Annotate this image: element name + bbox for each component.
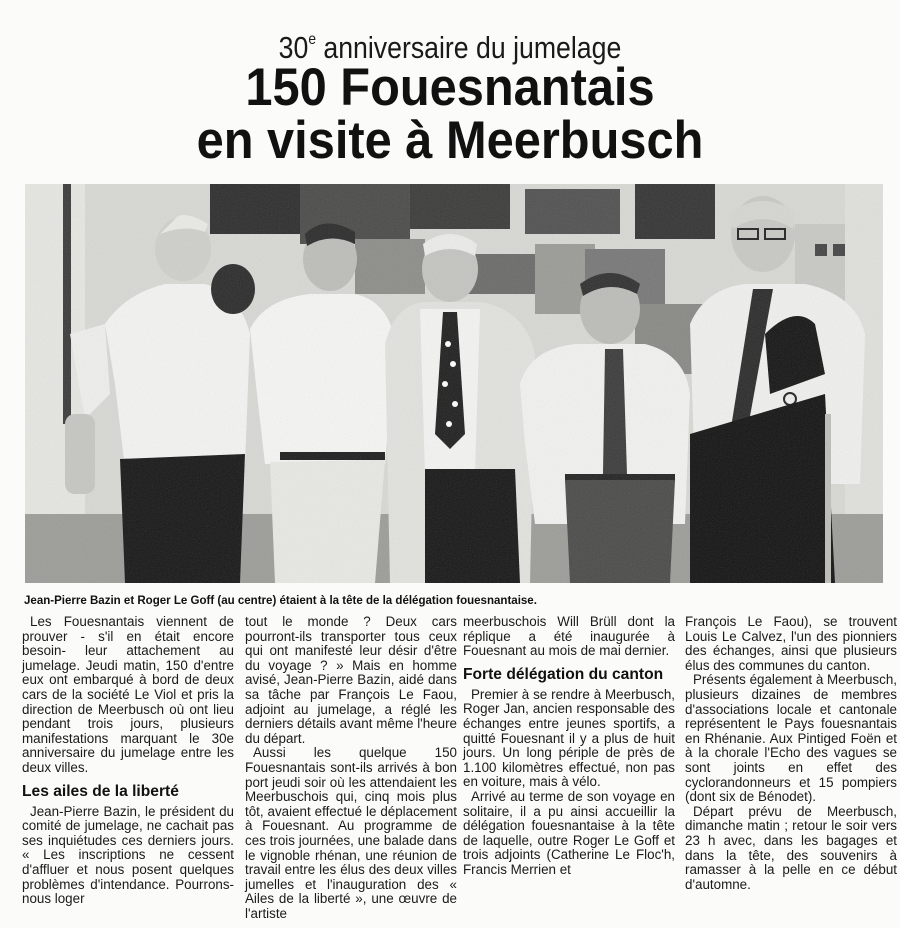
paragraph: meerbuschois Will Brüll dont la réplique a été inaugurée à Fouesnant au mois de mai dernier. — [463, 614, 675, 659]
photo-image-icon — [25, 184, 883, 583]
article-column-3 — [463, 615, 675, 878]
paragraph: Présents également à Meerbusch, plusieurs dizaines de membres d'associations locale et cantonale représentent le Pays fouesnantais en Rhénanie. Aux Pintiged Foën et à la chorale l'Echo des vagues se sont joints en effet des cyclorandonneurs et 15 pompiers (dont six de Bénodet). — [685, 672, 897, 805]
kicker-ordinal: e — [308, 31, 317, 48]
article-photo — [25, 184, 883, 583]
subheading: Les ailes de la liberté — [22, 782, 179, 800]
paragraph: Les Fouesnantais viennent de prouver - s'il en était encore besoin- leur attachement au jumelage. Jeudi matin, 150 d'entre eux ont embarqué à bord de deux cars de la société Le Viol et pris la direction de Meerbusch où ont lieu pendant trois jours, plusieurs manifestations marquant le 30e anniversaire du jumelage entre les deux villes. — [22, 614, 234, 775]
subheading: Forte délégation du canton — [463, 665, 664, 683]
kicker-text: anniversaire du jumelage — [316, 30, 622, 65]
paragraph: Jean-Pierre Bazin, le président du comité de jumelage, ne cachait pas ses inquiétudes ces derniers jours. « Les inscriptions ne cessent d'affluer et nous posent quelques problèmes d'intendance. Pourrons-nous loger — [22, 803, 234, 907]
article-column-2 — [245, 615, 457, 921]
paragraph: tout le monde ? Deux cars pourront-ils transporter tous ceux qui ont manifesté leur désir d'être du voyage ? » Mais en homme avisé, Jean-Pierre Bazin, aidé dans sa tâche par François Le Faou, adjoint au jumelage, a réglé les derniers détails avant même l'heure du départ. — [245, 614, 457, 746]
photo-caption: Jean-Pierre Bazin et Roger Le Goff (au centre) étaient à la tête de la délégation fouesnantaise. — [24, 593, 537, 607]
article-column-1 — [22, 615, 234, 907]
paragraph: Départ prévu de Meerbusch, dimanche matin ; retour le soir vers 23 h avec, dans les bagages et dans la tête, des souvenirs à ramasser à la pelle en ce début d'automne. — [685, 803, 897, 892]
paragraph: François Le Faou), se trouvent Louis Le Calvez, l'un des pionniers des échanges, ainsi que plusieurs élus des communes du canton. — [685, 614, 897, 673]
paragraph: Arrivé au terme de son voyage en solitaire, il a pu ainsi accueillir la délégation fouesnantaise à la tête de laquelle, outre Roger Le Goff et trois adjoints (Catherine Le Floc'h, Francis Merrien et — [463, 788, 675, 877]
paragraph: Premier à se rendre à Meerbusch, Roger Jan, ancien responsable des échanges entre jeunes sportifs, a quitté Fouesnant il y a plus de huit jours. Un long périple de près de 1.100 kilomètres effectué, non pas en voiture, mais à vélo. — [463, 686, 675, 790]
headline-line-2: en visite à Meerbusch — [196, 111, 704, 170]
headline-line-1: 150 Fouesnantais — [245, 58, 655, 117]
article-column-4 — [685, 615, 897, 892]
kicker-number: 30 — [278, 30, 309, 65]
paragraph: Aussi les quelque 150 Fouesnantais sont-ils arrivés à bon port jeudi soir où les attendaient les Meerbuschois qui, cinq mois plus tôt, avaient effectué le déplacement à Fouesnant. Au programme de ces trois journées, une balade dans le vignoble rhénan, une réunion de travail entre les élus des deux villes jumelles et l'inauguration des « Ailes de la liberté », une œuvre de l'artiste — [245, 745, 457, 921]
